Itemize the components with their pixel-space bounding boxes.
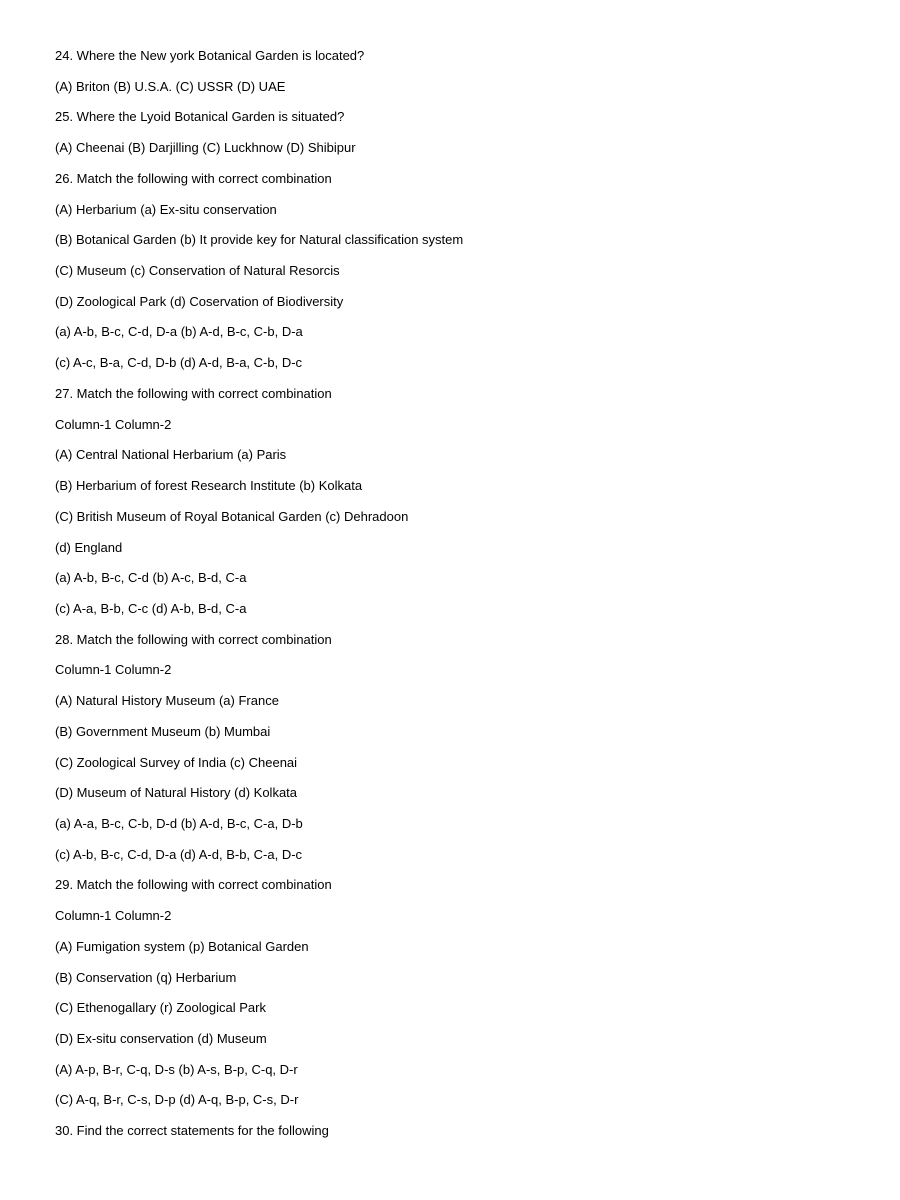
option-line: (a) A-b, B-c, C-d (b) A-c, B-d, C-a — [55, 570, 247, 586]
option-line: (B) Government Museum (b) Mumbai — [55, 723, 271, 739]
option-line: (B) Conservation (q) Herbarium — [55, 969, 237, 985]
option-line: (A) Cheenai (B) Darjilling (C) Luckhnow (D) Shibipur — [55, 140, 356, 156]
option-line: Column-1 Column-2 — [55, 908, 172, 924]
option-line: (C) British Museum of Royal Botanical Garden (c) Dehradoon — [55, 508, 409, 524]
option-line: (A) Natural History Museum (a) France — [55, 693, 279, 709]
option-line: (c) A-a, B-b, C-c (d) A-b, B-d, C-a — [55, 600, 247, 616]
option-line: (D) Museum of Natural History (d) Kolkata — [55, 785, 298, 801]
document-page — [55, 41, 875, 1147]
question-text: 25. Where the Lyoid Botanical Garden is situated? — [55, 109, 345, 125]
question-text: 26. Match the following with correct combination — [55, 170, 332, 186]
option-line: (C) A-q, B-r, C-s, D-p (d) A-q, B-p, C-s, D-r — [55, 1092, 299, 1108]
option-line: (C) Zoological Survey of India (c) Cheenai — [55, 754, 298, 770]
question-text: 27. Match the following with correct combination — [55, 385, 332, 401]
option-line: (B) Botanical Garden (b) It provide key for Natural classification system — [55, 232, 464, 248]
option-line: (A) A-p, B-r, C-q, D-s (b) A-s, B-p, C-q, D-r — [55, 1061, 298, 1077]
option-line: (d) England — [55, 539, 123, 555]
option-line: (a) A-b, B-c, C-d, D-a (b) A-d, B-c, C-b, D-a — [55, 324, 303, 340]
question-text: 28. Match the following with correct combination — [55, 631, 332, 647]
option-line: (B) Herbarium of forest Research Institute (b) Kolkata — [55, 478, 363, 494]
option-line: (c) A-c, B-a, C-d, D-b (d) A-d, B-a, C-b, D-c — [55, 355, 303, 371]
option-line: Column-1 Column-2 — [55, 416, 172, 432]
option-line: (D) Ex-situ conservation (d) Museum — [55, 1031, 267, 1046]
option-line: (C) Ethenogallary (r) Zoological Park — [55, 1000, 266, 1016]
option-line: (A) Herbarium (a) Ex-situ conservation — [55, 201, 277, 217]
option-line: (C) Museum (c) Conservation of Natural Resorcis — [55, 263, 340, 279]
question-text: 30. Find the correct statements for the following — [55, 1123, 329, 1139]
option-line: (a) A-a, B-c, C-b, D-d (b) A-d, B-c, C-a, D-b — [55, 815, 303, 831]
question-text: 29. Match the following with correct combination — [55, 877, 332, 893]
option-line: (A) Fumigation system (p) Botanical Garden — [55, 938, 309, 954]
option-line: Column-1 Column-2 — [55, 662, 172, 678]
option-line: (c) A-b, B-c, C-d, D-a (d) A-d, B-b, C-a, D-c — [55, 846, 303, 862]
option-line: (D) Zoological Park (d) Coservation of Biodiversity — [55, 293, 344, 309]
option-line: (A) Briton (B) U.S.A. (C) USSR (D) UAE — [55, 78, 286, 94]
question-text: 24. Where the New york Botanical Garden is located? — [55, 48, 365, 63]
option-line: (A) Central National Herbarium (a) Paris — [55, 447, 287, 463]
